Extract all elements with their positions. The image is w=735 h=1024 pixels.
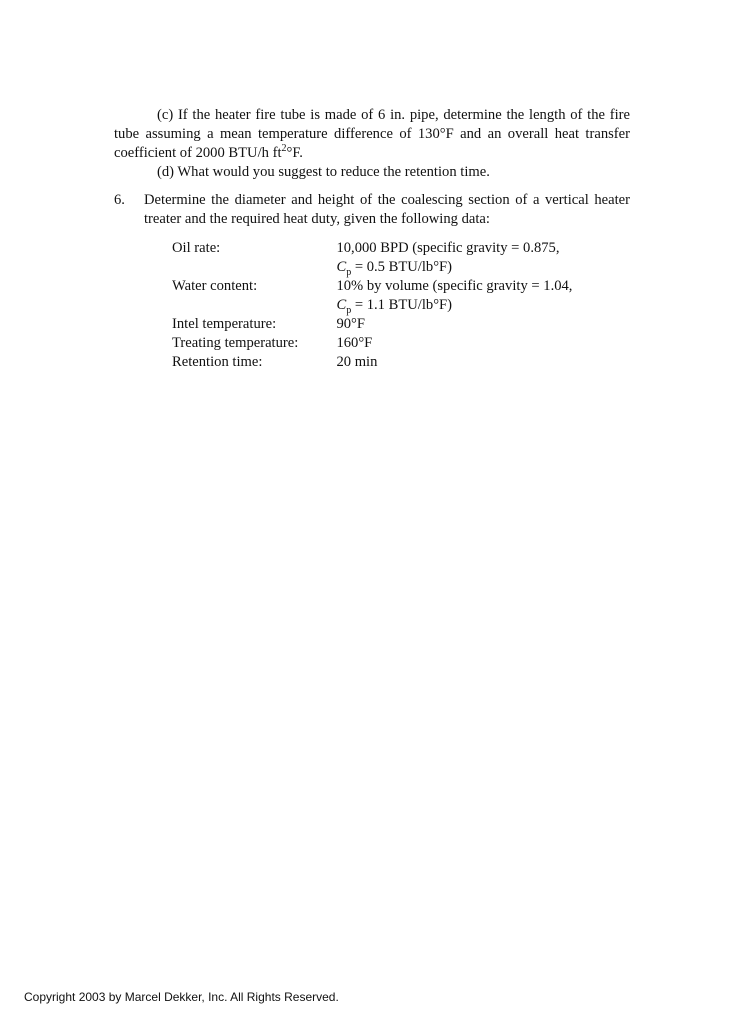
paragraph-c	[114, 106, 630, 163]
water-cp-value: = 1.1 BTU/lb°F)	[351, 297, 453, 313]
oil-cp-value: = 0.5 BTU/lb°F)	[351, 259, 453, 275]
water-cp	[336, 296, 630, 315]
treating-temperature-value: 160°F	[336, 335, 373, 351]
intel-temperature-value: 90°F	[336, 316, 365, 332]
water-content-line1: 10% by volume (specific gravity = 1.04,	[336, 278, 573, 294]
paragraph-d: (d) What would you suggest to reduce the retention time.	[157, 164, 490, 180]
intel-temperature-label: Intel temperature:	[172, 316, 277, 332]
oil-rate-label: Oil rate:	[172, 240, 221, 256]
data-row-treating	[172, 334, 630, 353]
water-content-label: Water content:	[172, 278, 258, 294]
data-row-intel	[172, 315, 630, 334]
treating-temperature-label: Treating temperature:	[172, 335, 299, 351]
oil-rate-line1: 10,000 BPD (specific gravity = 0.875,	[336, 240, 560, 256]
oil-cp-symbol: C	[336, 259, 347, 275]
paragraph-c-unit: °F.	[286, 145, 303, 161]
problem-6-data-table	[172, 239, 630, 372]
water-cp-symbol: C	[336, 297, 347, 313]
paragraph-c-text: (c) If the heater fire tube is made of 6 in. pipe, determine the length of the fire tube assuming a mean temperature difference of 130°F and an overall heat transfer coefficient of 2000 BTU/h ft	[114, 107, 630, 161]
retention-time-label: Retention time:	[172, 354, 263, 370]
water-content-value	[336, 277, 630, 315]
copyright-footer: Copyright 2003 by Marcel Dekker, Inc. All Rights Reserved.	[24, 990, 339, 1004]
data-row-retention	[172, 353, 630, 372]
data-row-water	[172, 277, 630, 315]
paragraph-c-superscript: 2	[281, 143, 287, 155]
problem-6	[114, 191, 630, 229]
data-row-oil	[172, 239, 630, 277]
problem-6-text: Determine the diameter and height of the coalescing section of a vertical heater treater and the required heat duty, given the following data:	[144, 192, 630, 227]
page-body	[114, 106, 630, 372]
oil-cp	[336, 258, 630, 277]
retention-time-value: 20 min	[336, 354, 378, 370]
oil-cp-subscript: p	[346, 266, 352, 278]
problem-6-number: 6.	[114, 192, 125, 208]
water-cp-subscript: p	[346, 304, 352, 316]
oil-rate-value	[336, 239, 630, 277]
